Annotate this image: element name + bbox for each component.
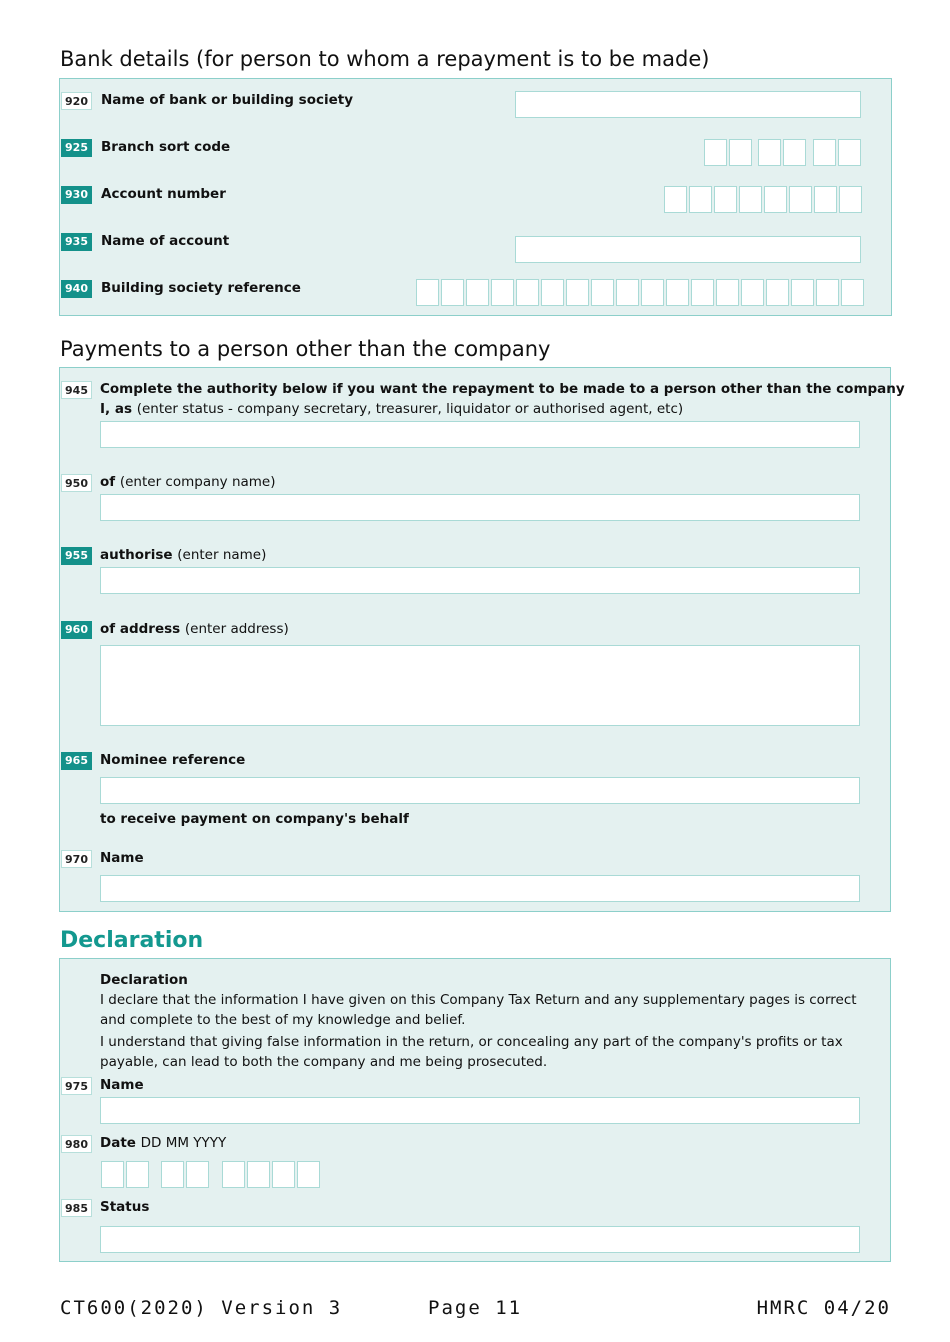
box-number-985: 985	[61, 1199, 92, 1217]
nominee-reference-label: Nominee reference	[100, 752, 246, 768]
account-number-cell[interactable]	[689, 186, 712, 213]
box-number-945: 945	[61, 381, 92, 399]
building-society-ref-cell[interactable]	[416, 279, 439, 306]
building-society-ref-cell[interactable]	[816, 279, 839, 306]
date-cell[interactable]	[126, 1161, 149, 1188]
address-label-row	[100, 621, 289, 637]
date-cell[interactable]	[186, 1161, 209, 1188]
box-number-960: 960	[61, 621, 92, 639]
account-number-cell[interactable]	[664, 186, 687, 213]
declaration-heading: Declaration	[60, 928, 204, 953]
building-society-ref-cell[interactable]	[516, 279, 539, 306]
box-number-925: 925	[61, 139, 92, 157]
account-number-cell[interactable]	[739, 186, 762, 213]
authorise-label: authorise	[100, 547, 173, 563]
building-society-ref-cell[interactable]	[566, 279, 589, 306]
nominee-name-input[interactable]	[100, 875, 860, 902]
box-number-950: 950	[61, 474, 92, 492]
footer-page-number: Page 11	[428, 1297, 523, 1319]
declaration-title: Declaration	[100, 972, 188, 988]
declarant-name-input[interactable]	[100, 1097, 860, 1124]
payments-panel	[59, 367, 905, 912]
authorise-label-row	[100, 547, 266, 563]
bank-name-input[interactable]	[515, 91, 861, 118]
building-society-ref-cell[interactable]	[491, 279, 514, 306]
account-name-input[interactable]	[515, 236, 861, 263]
nominee-reference-input[interactable]	[100, 777, 860, 804]
account-number-cell[interactable]	[764, 186, 787, 213]
bank-name-label: Name of bank or building society	[101, 92, 354, 108]
building-society-ref-cell[interactable]	[791, 279, 814, 306]
sort-code-cell[interactable]	[783, 139, 806, 166]
building-society-ref-cell[interactable]	[766, 279, 789, 306]
building-society-ref-label: Building society reference	[101, 280, 301, 296]
account-number-label: Account number	[101, 186, 226, 202]
company-name-input[interactable]	[100, 494, 860, 521]
account-number-cell[interactable]	[839, 186, 862, 213]
date-cell[interactable]	[272, 1161, 295, 1188]
sort-code-cell[interactable]	[729, 139, 752, 166]
account-number-cell[interactable]	[814, 186, 837, 213]
sort-code-cell[interactable]	[704, 139, 727, 166]
footer-form-version: CT600(2020) Version 3	[60, 1297, 343, 1319]
account-number-cell[interactable]	[789, 186, 812, 213]
nominee-name-label: Name	[100, 850, 144, 866]
account-name-label: Name of account	[101, 233, 230, 249]
declaration-panel	[59, 958, 891, 1262]
declarant-status-label: Status	[100, 1199, 150, 1215]
box-number-930: 930	[61, 186, 92, 204]
building-society-ref-cell[interactable]	[691, 279, 714, 306]
sort-code-cell[interactable]	[758, 139, 781, 166]
box-number-955: 955	[61, 547, 92, 565]
status-input[interactable]	[100, 421, 860, 448]
building-society-ref-cell[interactable]	[466, 279, 489, 306]
receive-payment-text: to receive payment on company's behalf	[100, 811, 409, 827]
i-as-label: I, as	[100, 401, 132, 417]
bank-details-panel	[59, 78, 892, 316]
date-label-row	[100, 1135, 226, 1151]
box-number-920: 920	[61, 92, 92, 110]
box-number-975: 975	[61, 1077, 92, 1095]
sort-code-label: Branch sort code	[101, 139, 231, 155]
sort-code-cell[interactable]	[838, 139, 861, 166]
payments-heading: Payments to a person other than the company	[60, 337, 551, 361]
bank-details-heading: Bank details (for person to whom a repayment is to be made)	[60, 47, 710, 71]
date-format-hint: DD MM YYYY	[140, 1135, 227, 1151]
date-cell[interactable]	[101, 1161, 124, 1188]
sort-code-cell[interactable]	[813, 139, 836, 166]
building-society-ref-cell[interactable]	[741, 279, 764, 306]
address-hint: (enter address)	[184, 621, 289, 637]
authorise-hint: (enter name)	[177, 547, 267, 563]
date-label: Date	[100, 1135, 136, 1151]
box-number-980: 980	[61, 1135, 92, 1153]
of-label: of	[100, 474, 116, 490]
status-hint: (enter status - company secretary, treasurer, liquidator or authorised agent, etc)	[136, 401, 684, 417]
declarant-status-input[interactable]	[100, 1226, 860, 1253]
declarant-name-label: Name	[100, 1077, 144, 1093]
declaration-para-2: I understand that giving false information in the return, or concealing any part of the company's profits or tax payable, can lead to both the company and me being prosecuted.	[100, 1034, 843, 1070]
building-society-ref-cell[interactable]	[716, 279, 739, 306]
building-society-ref-cell[interactable]	[841, 279, 864, 306]
footer-hmrc-ref: HMRC 04/20	[756, 1297, 891, 1319]
building-society-ref-cell[interactable]	[616, 279, 639, 306]
building-society-ref-cell[interactable]	[641, 279, 664, 306]
box-number-940: 940	[61, 280, 92, 298]
building-society-ref-cell[interactable]	[666, 279, 689, 306]
declaration-para-1: I declare that the information I have given on this Company Tax Return and any supplementary pages is correct and complete to the best of my knowledge and belief.	[100, 992, 857, 1028]
date-cell[interactable]	[222, 1161, 245, 1188]
building-society-ref-cell[interactable]	[441, 279, 464, 306]
box-number-965: 965	[61, 752, 92, 770]
date-cell[interactable]	[161, 1161, 184, 1188]
date-cell[interactable]	[297, 1161, 320, 1188]
authority-instruction: Complete the authority below if you want the repayment to be made to a person other than the company	[100, 381, 905, 397]
building-society-ref-cell[interactable]	[541, 279, 564, 306]
company-name-label	[100, 474, 276, 490]
date-cell[interactable]	[247, 1161, 270, 1188]
authorise-name-input[interactable]	[100, 567, 860, 594]
box-number-935: 935	[61, 233, 92, 251]
company-name-hint: (enter company name)	[119, 474, 276, 490]
address-textarea[interactable]	[100, 645, 860, 726]
address-label: of address	[100, 621, 181, 637]
building-society-ref-cell[interactable]	[591, 279, 614, 306]
status-label	[100, 401, 683, 417]
box-number-970: 970	[61, 850, 92, 868]
account-number-cell[interactable]	[714, 186, 737, 213]
